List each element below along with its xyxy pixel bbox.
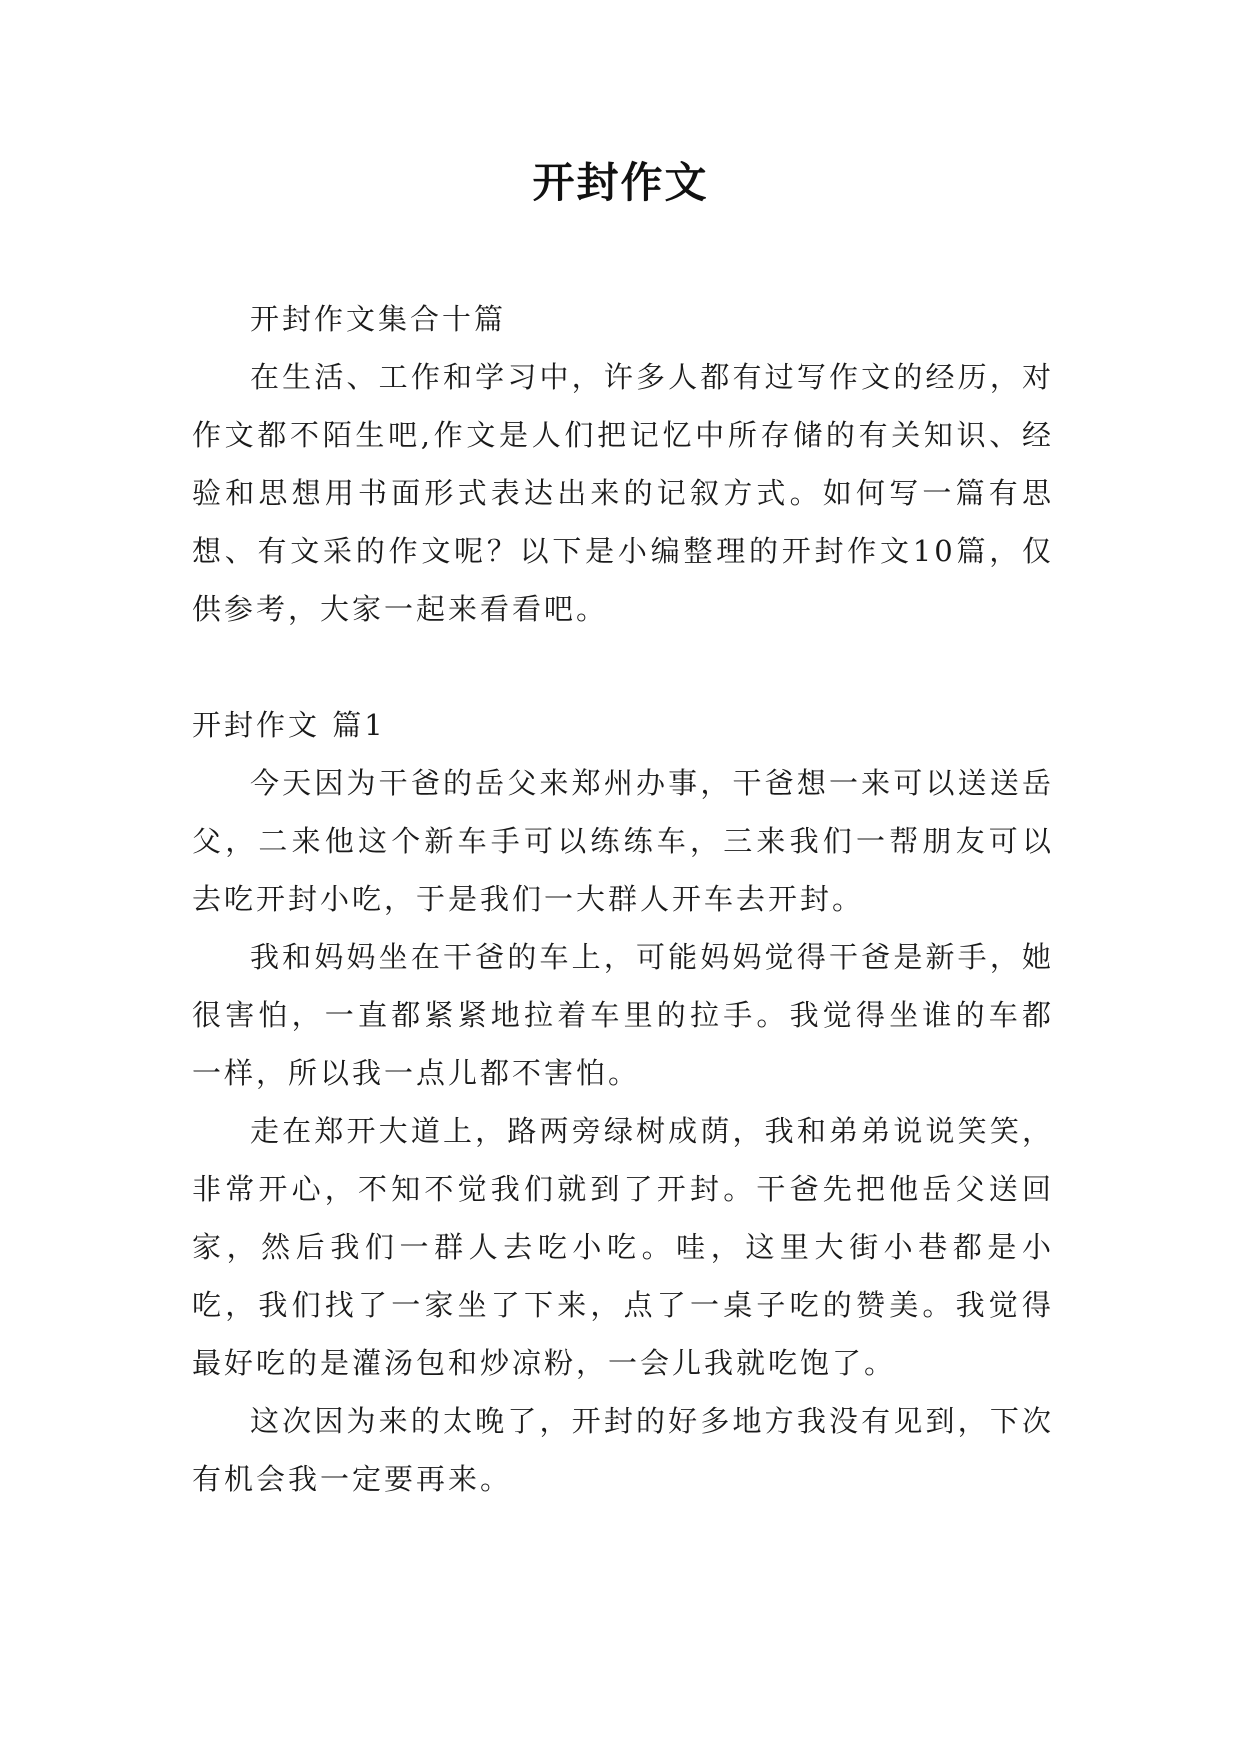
body-paragraph-1: 今天因为干爸的岳父来郑州办事，干爸想一来可以送送岳父，二来他这个新车手可以练练车，三来我们一帮朋友可以去吃开封小吃，于是我们一大群人开车去开封。	[192, 766, 1054, 916]
document-title: 开封作文	[532, 158, 709, 207]
body-paragraph-4: 这次因为来的太晚了，开封的好多地方我没有见到，下次有机会我一定要再来。	[192, 1404, 1054, 1496]
section-heading: 开封作文 篇1	[192, 708, 386, 742]
body-paragraph-2: 我和妈妈坐在干爸的车上，可能妈妈觉得干爸是新手，她很害怕，一直都紧紧地拉着车里的拉手。我觉得坐谁的车都一样，所以我一点儿都不害怕。	[192, 940, 1054, 1090]
document-subtitle: 开封作文集合十篇	[250, 302, 507, 336]
intro-paragraph: 在生活、工作和学习中，许多人都有过写作文的经历，对作文都不陌生吧,作文是人们把记忆中所存储的有关知识、经验和思想用书面形式表达出来的记叙方式。如何写一篇有思想、有文采的作文呢？以下是小编整理的开封作文10篇，仅供参考，大家一起来看看吧。	[192, 360, 1054, 626]
body-paragraph-3: 走在郑开大道上，路两旁绿树成荫，我和弟弟说说笑笑，非常开心，不知不觉我们就到了开封。干爸先把他岳父送回家，然后我们一群人去吃小吃。哇，这里大街小巷都是小吃，我们找了一家坐了下来，点了一桌子吃的赞美。我觉得最好吃的是灌汤包和炒凉粉，一会儿我就吃饱了。	[192, 1114, 1054, 1380]
document-body	[192, 290, 1054, 1508]
